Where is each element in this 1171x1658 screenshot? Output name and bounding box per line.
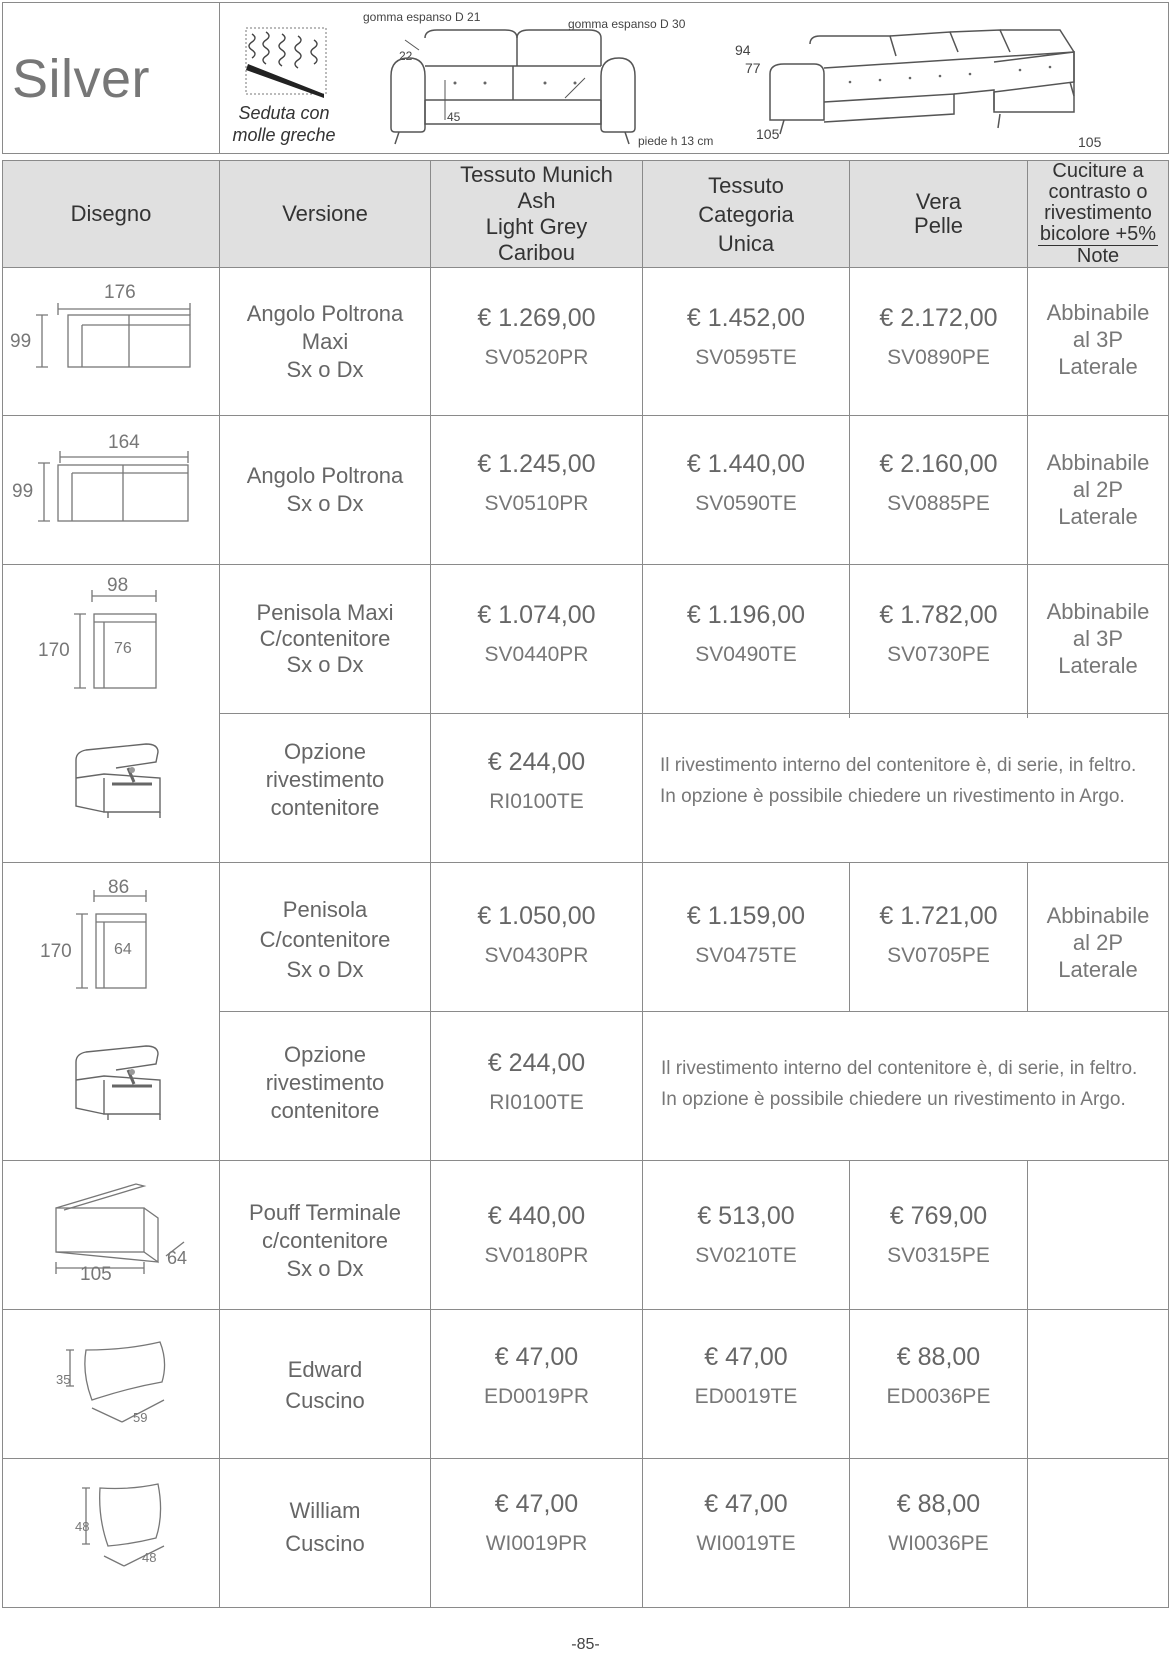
row5-leather xyxy=(850,902,1027,968)
storage-open-drawing xyxy=(72,738,167,818)
col-header-munich-line: Tessuto Munich xyxy=(460,162,613,187)
row4-munich xyxy=(431,748,642,814)
row7-leather-code: SV0315PE xyxy=(887,1244,990,1267)
row3-note-line: Abbinabile xyxy=(1046,599,1150,624)
grid-h xyxy=(2,415,1169,416)
row1-dim-width: 176 xyxy=(104,282,136,303)
row3-note xyxy=(1028,598,1168,679)
col-header-munich-line: Light Grey xyxy=(485,214,588,239)
row8-category xyxy=(643,1343,849,1409)
grid-h xyxy=(2,862,1169,863)
row5-leather-code: SV0705PE xyxy=(887,944,990,967)
row8-leather-price: € 88,00 xyxy=(896,1343,981,1371)
row1-note-line: Laterale xyxy=(1058,354,1138,379)
row6-version xyxy=(220,1041,430,1125)
row3-leather-price: € 1.782,00 xyxy=(879,601,998,629)
row1-munich-price: € 1.269,00 xyxy=(477,304,596,332)
row8-dim-height: 35 xyxy=(56,1372,71,1387)
row2-category-code: SV0590TE xyxy=(695,492,797,515)
row2-note-line: Laterale xyxy=(1058,504,1138,529)
row3-munich-code: SV0440PR xyxy=(484,643,589,666)
row8-dim-width: 59 xyxy=(133,1410,148,1425)
row8-category-price: € 47,00 xyxy=(704,1343,788,1371)
row5-dim-height: 170 xyxy=(40,941,72,962)
row9-category-code: WI0019TE xyxy=(696,1532,796,1555)
row7-munich-code: SV0180PR xyxy=(484,1244,589,1267)
row8-munich-price: € 47,00 xyxy=(494,1343,579,1371)
row1-leather xyxy=(850,304,1027,370)
row5-category-code: SV0475TE xyxy=(695,944,797,967)
col-header-drawing-label: Disegno xyxy=(70,201,152,226)
spring-seat-icon xyxy=(244,26,328,98)
row6-option-note-line: Il rivestimento interno del contenitore è, di serie, in feltro. xyxy=(661,1058,1138,1079)
row6-option-note xyxy=(661,1053,1168,1115)
row5-category-price: € 1.159,00 xyxy=(686,902,806,930)
row2-dim-height: 99 xyxy=(12,481,34,502)
col-header-drawing xyxy=(3,161,219,267)
seat-label-line: Seduta con xyxy=(238,103,330,123)
row2-version xyxy=(220,462,430,518)
peninsula-maxi-drawing xyxy=(70,584,160,694)
sofa-front-drawing xyxy=(385,28,635,146)
row4-munich-code: RI0100TE xyxy=(489,790,584,813)
row1-dim-height: 99 xyxy=(10,331,32,352)
row5-munich-code: SV0430PR xyxy=(484,944,589,967)
col-header-category xyxy=(643,161,849,267)
row4-version-line: rivestimento xyxy=(265,767,385,792)
row8-category-code: ED0019TE xyxy=(694,1385,798,1408)
peninsula-drawing xyxy=(72,884,162,994)
row9-munich-code: WI0019PR xyxy=(485,1532,588,1555)
row6-option-note-line: In opzione è possibile chiedere un rivestimento in Argo. xyxy=(661,1089,1126,1110)
col-header-category-line: Categoria xyxy=(698,201,794,227)
row2-version-line: Sx o Dx xyxy=(286,491,364,516)
row5-category xyxy=(643,902,849,968)
row7-munich-price: € 440,00 xyxy=(487,1202,586,1230)
row8-version-line: Cuscino xyxy=(285,1388,365,1413)
row7-version-line: c/contenitore xyxy=(262,1228,388,1253)
row2-note-line: Abbinabile xyxy=(1046,450,1150,475)
row5-version-line: Sx o Dx xyxy=(286,957,364,982)
col-header-notes-line: Cuciture a xyxy=(1052,160,1144,182)
row9-version-line: William xyxy=(289,1498,361,1523)
col-header-version xyxy=(220,161,430,267)
row7-category-code: SV0210TE xyxy=(695,1244,797,1267)
col-header-leather-line: Vera xyxy=(915,189,962,214)
col-header-leather xyxy=(850,161,1027,267)
row3-note-line: Laterale xyxy=(1058,653,1138,678)
dim-77: 77 xyxy=(745,60,761,76)
row2-note xyxy=(1028,449,1168,530)
row7-leather xyxy=(850,1202,1027,1268)
dim-45: 45 xyxy=(447,110,461,124)
row2-category-price: € 1.440,00 xyxy=(686,450,806,478)
row3-version-line: Sx o Dx xyxy=(286,652,364,677)
row1-leather-code: SV0890PE xyxy=(887,346,990,369)
dim-105-right: 105 xyxy=(1078,134,1102,150)
row9-dim-width: 48 xyxy=(142,1550,157,1565)
col-header-notes xyxy=(1028,161,1168,267)
col-header-version-label: Versione xyxy=(282,201,368,226)
row1-version-line: Maxi xyxy=(301,329,349,354)
col-header-category-line: Unica xyxy=(717,230,775,256)
grid-h xyxy=(2,267,1169,268)
row2-leather xyxy=(850,450,1027,516)
page-number: -85- xyxy=(571,1636,600,1653)
row7-version-line: Sx o Dx xyxy=(286,1256,364,1281)
row7-category xyxy=(643,1202,849,1268)
row6-version-line: contenitore xyxy=(270,1098,380,1123)
col-header-notes-line: bicolore +5% xyxy=(1039,223,1157,245)
row1-version xyxy=(220,300,430,384)
corner-drawing xyxy=(30,443,200,523)
dim-105-left: 105 xyxy=(756,126,780,142)
row3-dim-width: 98 xyxy=(107,575,129,596)
row9-leather-price: € 88,00 xyxy=(896,1490,981,1518)
col-header-leather-line: Pelle xyxy=(914,213,963,238)
storage-open-drawing xyxy=(72,1040,167,1120)
row7-munich xyxy=(431,1202,642,1268)
row6-version-line: rivestimento xyxy=(265,1070,385,1095)
row3-note-line: al 3P xyxy=(1072,626,1124,651)
row9-leather xyxy=(850,1490,1027,1556)
row4-option-note-line: Il rivestimento interno del contenitore è, di serie, in feltro. xyxy=(660,755,1137,776)
row5-dim-inner: 64 xyxy=(114,941,132,958)
row3-category-code: SV0490TE xyxy=(695,643,797,666)
row3-leather-code: SV0730PE xyxy=(887,643,990,666)
row5-version-line: Penisola xyxy=(282,897,368,922)
row5-version-line: C/contenitore xyxy=(259,927,391,952)
grid-h xyxy=(2,1458,1169,1459)
row2-note-line: al 2P xyxy=(1072,477,1124,502)
row1-version-line: Sx o Dx xyxy=(286,357,364,382)
row5-note xyxy=(1028,902,1168,983)
row7-category-price: € 513,00 xyxy=(697,1202,795,1230)
seat-label-line: molle greche xyxy=(232,125,336,145)
row5-note-line: al 2P xyxy=(1072,930,1124,955)
row5-leather-price: € 1.721,00 xyxy=(879,902,998,930)
row1-version-line: Angolo Poltrona xyxy=(246,301,404,326)
row9-category xyxy=(643,1490,849,1556)
row7-leather-price: € 769,00 xyxy=(889,1202,988,1230)
row3-munich xyxy=(431,601,642,667)
row1-note-line: Abbinabile xyxy=(1046,300,1150,325)
row3-category xyxy=(643,601,849,667)
row2-munich-code: SV0510PR xyxy=(484,492,589,515)
foam-d21-label: gomma espanso D 21 xyxy=(363,10,481,24)
row6-version-line: Opzione xyxy=(284,1042,366,1067)
row2-category xyxy=(643,450,849,516)
row5-note-line: Abbinabile xyxy=(1046,903,1150,928)
grid-h xyxy=(2,1309,1169,1310)
row2-version-line: Angolo Poltrona xyxy=(246,463,404,488)
row4-version xyxy=(220,738,430,822)
row2-leather-price: € 2.160,00 xyxy=(879,450,998,478)
row8-leather-code: ED0036PE xyxy=(886,1385,991,1408)
row1-category xyxy=(643,304,849,370)
row5-dim-width: 86 xyxy=(108,877,130,898)
row3-version-line: C/contenitore xyxy=(259,626,391,651)
row1-munich-code: SV0520PR xyxy=(484,346,589,369)
col-header-munich-line: Ash xyxy=(517,188,556,213)
row5-note-line: Laterale xyxy=(1058,957,1138,982)
row3-munich-price: € 1.074,00 xyxy=(477,601,596,629)
grid-h xyxy=(219,1011,1169,1012)
row8-version-line: Edward xyxy=(287,1357,363,1382)
col-header-notes-line: rivestimento xyxy=(1044,202,1152,224)
row3-version xyxy=(220,600,430,678)
row9-version-line: Cuscino xyxy=(285,1531,365,1556)
row5-munich-price: € 1.050,00 xyxy=(477,902,596,930)
row6-munich xyxy=(431,1049,642,1115)
row1-note xyxy=(1028,299,1168,380)
row6-munich-code: RI0100TE xyxy=(489,1091,584,1114)
grid-v-leather xyxy=(1027,1160,1028,1608)
row1-munich xyxy=(431,304,642,370)
dim-94: 94 xyxy=(735,42,751,58)
col-header-munich-line: Caribou xyxy=(497,240,576,265)
foam-d30-label: gomma espanso D 30 xyxy=(568,17,686,31)
row9-dim-height: 48 xyxy=(75,1519,90,1534)
row6-munich-price: € 244,00 xyxy=(487,1049,586,1077)
row1-leather-price: € 2.172,00 xyxy=(879,304,998,332)
row2-leather-code: SV0885PE xyxy=(887,492,990,515)
edward-cushion-drawing xyxy=(60,1336,180,1426)
corner-sofa-drawing xyxy=(760,22,1120,140)
row1-category-price: € 1.452,00 xyxy=(686,304,806,332)
row5-munich xyxy=(431,902,642,968)
row8-munich-code: ED0019PR xyxy=(483,1385,590,1408)
seat-label xyxy=(228,102,340,146)
feet-height-label: piede h 13 cm xyxy=(638,134,714,148)
row3-dim-height: 170 xyxy=(38,640,70,661)
row4-munich-price: € 244,00 xyxy=(487,748,586,776)
row7-dim-width: 105 xyxy=(80,1264,112,1285)
row9-munich xyxy=(431,1490,642,1556)
row4-option-note xyxy=(660,750,1168,812)
row9-munich-price: € 47,00 xyxy=(494,1490,579,1518)
dim-22: 22 xyxy=(399,49,413,63)
col-header-category-line: Tessuto xyxy=(708,172,784,198)
row9-category-price: € 47,00 xyxy=(704,1490,788,1518)
row1-note-line: al 3P xyxy=(1072,327,1124,352)
row4-version-line: Opzione xyxy=(284,739,366,764)
col-header-munich xyxy=(431,161,642,267)
row7-dim-depth: 64 xyxy=(167,1248,188,1268)
col-header-notes-line: Note xyxy=(1076,245,1120,267)
corner-maxi-drawing xyxy=(30,295,200,375)
row2-dim-width: 164 xyxy=(108,432,140,453)
row4-version-line: contenitore xyxy=(270,795,380,820)
row5-version xyxy=(220,895,430,985)
grid-h xyxy=(2,564,1169,565)
row9-version xyxy=(220,1494,430,1560)
row8-version xyxy=(220,1354,430,1416)
row1-category-code: SV0595TE xyxy=(695,346,797,369)
grid-h xyxy=(219,713,1169,714)
row4-option-note-line: In opzione è possibile chiedere un rivestimento in Argo. xyxy=(660,786,1125,807)
row9-leather-code: WI0036PE xyxy=(888,1532,989,1555)
row8-leather xyxy=(850,1343,1027,1409)
row7-version xyxy=(220,1199,430,1283)
grid-h xyxy=(2,1160,1169,1161)
row3-leather xyxy=(850,601,1027,667)
col-header-notes-line: contrasto o xyxy=(1048,181,1148,203)
row3-dim-inner: 76 xyxy=(114,640,132,657)
header-divider xyxy=(219,2,220,154)
row8-munich xyxy=(431,1343,642,1409)
row2-munich xyxy=(431,450,642,516)
row2-munich-price: € 1.245,00 xyxy=(477,450,596,478)
row3-category-price: € 1.196,00 xyxy=(686,601,806,629)
row7-version-line: Pouff Terminale xyxy=(248,1200,402,1225)
brand-title: Silver xyxy=(12,49,151,109)
row3-version-line: Penisola Maxi xyxy=(256,600,394,625)
